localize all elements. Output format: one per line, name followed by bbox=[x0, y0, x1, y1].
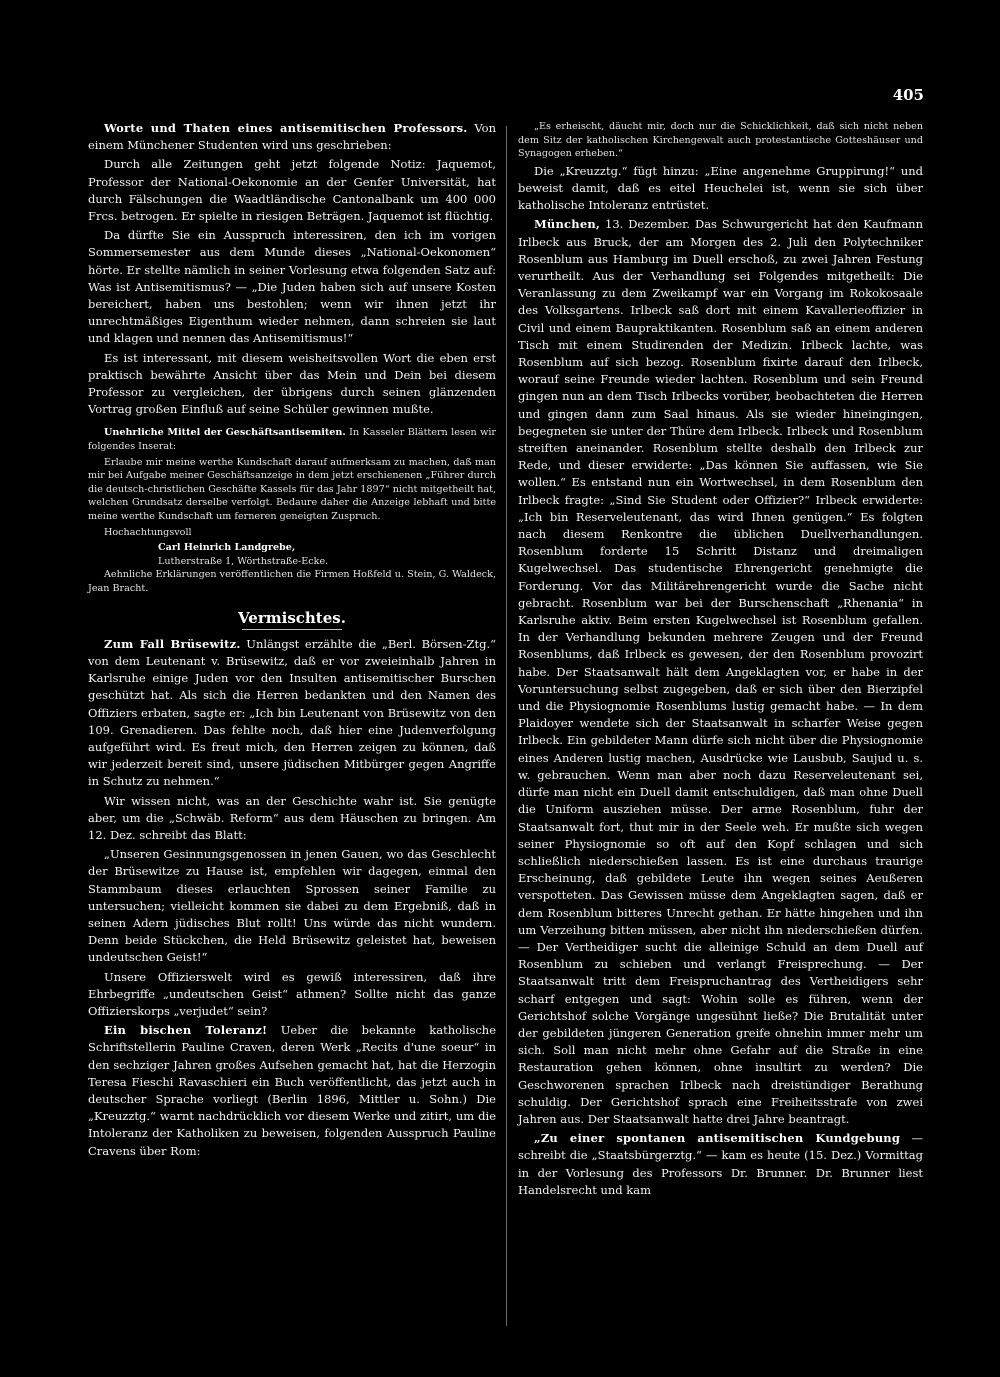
article-unehrliche-mittel bbox=[88, 426, 496, 453]
article-title: Worte und Thaten eines antisemitischen Professors. bbox=[104, 121, 468, 135]
paragraph: Unlängst erzählte die „Berl. Börsen-Ztg.“ von dem Leutenant v. Brüsewitz, daß er vor zweieinhalb Jahren in Karlsruhe einige Juden vor den Insulten antisemitischer Burschen geschützt hat. Als sich die Herren bedankten und den Namen des Offiziers erbaten, sagte er: „Ich bin Leutenant von Brüsewitz von den 109. Grenadieren. Das fehlte noch, daß hier eine Judenverfolgung aufgeführt wird. Es freut mich, den Herren zeigen zu können, daß wir jederzeit bereit sind, unsere jüdischen Mitbürger gegen Angriffe in Schutz zu nehmen.“ bbox=[88, 636, 497, 789]
column-divider bbox=[506, 126, 507, 1326]
paragraph: — schreibt die „Staatsbürgerztg.“ — kam es heute (15. Dez.) Vormittag in der Vorlesung des Professors Dr. Brunner. Dr. Brunner liest Handelsrecht und kam bbox=[518, 1131, 924, 1197]
article-intro: In Kasseler Blättern lesen wir folgendes Inserat: bbox=[88, 427, 496, 453]
paragraph: Wir wissen nicht, was an der Geschichte wahr ist. Sie genügte aber, um die „Schwäb. Reform“ aus dem Häuschen zu bringen. Am 12. Dez. schreibt das Blatt: bbox=[88, 793, 496, 843]
article-date: 13. Dezember. bbox=[605, 217, 691, 232]
paragraph: Die „Kreuzztg.“ fügt hinzu: „Eine angenehme Gruppirung!“ und beweist damit, daß es eitel Heuchelei ist, wenn sie sich über katholische Intoleranz entrüstet. bbox=[518, 163, 923, 213]
article-worte-und-thaten bbox=[88, 120, 496, 154]
advertisement-text: Erlaube mir meine werthe Kundschaft darauf aufmerksam zu machen, daß man mir bei Aufgabe meiner Geschäftsanzeige in dem jetzt erschienenen „Führer durch die deutsch-christlichen Geschäfte Kassels für das Jahr 1897“ nicht mitgetheilt hat, welchen Grundsatz derselbe verfolgt. Bedaure daher die Anzeige lebhaft und bitte meine werthe Kundschaft um ferneren geneigten Zuspruch. bbox=[88, 456, 496, 523]
article-kundgebung bbox=[518, 1130, 923, 1199]
paragraph: Es ist interessant, mit diesem weisheitsvollen Wort die eben erst praktisch bewährte Ansicht über das Mein und Dein bei diesem Professor zu vergleichen, der übrigens durch seinen glänzenden Vortrag großen Einfluß auf seine Schüler gewinnen mußte. bbox=[88, 350, 496, 417]
article-title: München, bbox=[534, 217, 601, 232]
paragraph: Ueber die bekannte katholische Schriftstellerin Pauline Craven, deren Werk „Recits d'une soeur“ in den sechziger Jahren großes Aufsehen gemacht hat, hat die Herzogin Teresa Fieschi Ravaschieri ein Buch veröffentlicht, das jetzt auch in deutscher Sprache vorliegt (Berlin 1896, Mittler u. Sohn.) Die „Kreuzztg.“ warnt nachdrücklich vor diesem Werke und zitirt, um die Intoleranz der Katholiken zu beweisen, folgenden Ausspruch Pauline Cravens über Rom: bbox=[88, 1023, 496, 1158]
signature-address: Lutherstraße 1, Wörthstraße-Ecke. bbox=[158, 555, 329, 567]
note: Aehnliche Erklärungen veröffentlichen die Firmen Hoßfeld u. Stein, G. Waldeck, Jean Bracht. bbox=[88, 569, 496, 594]
page-number: 405 bbox=[892, 86, 924, 104]
quoted-notice: Durch alle Zeitungen geht jetzt folgende Notiz: Jaquemot, Professor der National-Oekonomie an der Genfer Universität, hat durch Fälschungen die Waadtländische Cantonalbank um 400 000 Frcs. betrogen. Er spielte in riesigen Beträgen. Jaquemot ist flüchtig. bbox=[88, 157, 496, 224]
paragraph: Da dürfte Sie ein Ausspruch interessiren, den ich im vorigen Sommersemester aus dem Munde dieses „National-Oekonomen“ hörte. Er stellte nämlich in seiner Vorlesung etwa folgenden Satz auf: Was ist Antisemitismus? — „Die Juden haben sich auf unsere Kosten bereichert, haben uns bestohlen; wenn wir ihnen jetzt ihr unrechtmäßiges Eigenthum wieder nehmen, dann schreien sie laut und klagen und nennen das Antisemitismus!“ bbox=[88, 228, 496, 346]
paragraph: Unsere Offizierswelt wird es gewiß interessiren, daß ihre Ehrbegriffe „undeutschen Geist“ athmen? Sollte nicht das ganze Offizierskorps „verjudet“ sein? bbox=[88, 969, 496, 1019]
article-fall-bruesewitz bbox=[88, 636, 496, 791]
paragraph: Das Schwurgericht hat den Kaufmann Irlbeck aus Bruck, der am Morgen des 2. Juli den Polytechniker Rosenblum aus Hamburg im Duell erschoß, zu zwei Jahren Festung verurtheilt. Aus der Verhandlung sei Folgendes mitgetheilt: Die Veranlassung zu dem Zweikampf war ein Vorgang im Rokokosaale des Volksgartens. Irlbeck saß dort mit einem Kavallerieoffizier in Civil und einem Baupraktikanten. Rosenblum saß an einem anderen Tisch mit einem Studirenden der Medizin. Irlbeck lachte, was Rosenblum auf sich bezog. Rosenblum fixirte darauf den Irlbeck, worauf seine Freunde wieder lachten. Rosenblum und sein Freund gingen nun an dem Tisch Irlbecks vorüber, beobachteten die Herren und gingen dann zum Saal hinaus. Als sie wieder hineingingen, begegneten sie unter der Thüre dem Irlbeck. Irlbeck und Rosenblum streiften aneinander. Rosenblum stellte deshalb den Irlbeck zur Rede, und dieser erwiderte: „Das können Sie auffassen, wie Sie wollen.“ Es entstand nun ein Wortwechsel, in dem Rosenblum den Irlbeck fragte: „Sind Sie Student oder Offizier?“ Irlbeck erwiderte: „Ich bin Reserveleutenant, das wird Ihnen genügen.“ Es folgten nach diesem Renkontre die üblichen Duellverhandlungen. Rosenblum forderte 15 Schritt Distanz und dreimaligen Kugelwechsel. Das studentische Ehrengericht genehmigte die Forderung. Vor das Militärehrengericht wurde die Sache nicht gebracht. Rosenblum war bei der Burschenschaft „Rhenania“ in Karlsruhe aktiv. Beim ersten Kugelwechsel ist Rosenblum gefallen. In der Verhandlung bekunden mehrere Zeugen und der Freund Rosenblums, daß Irlbeck es gewesen, der den Rosenblum provozirt habe. Der Staatsanwalt hält dem Angeklagten vor, er habe in der Voruntersuchung selbst zugegeben, daß er sich über den Bierzipfel und die Physiognomie Rosenblums lustig gemacht habe. — In dem Plaidoyer wendete sich der Staatsanwalt in scharfer Weise gegen Irlbeck. Ein gebildeter Mann dürfe sich nicht über die Physiognomie eines Anderen lustig machen, Ausdrücke wie Lausbub, Saujud u. s. w. gebrauchen. Wenn man aber noch dazu Reserveleutenant sei, dürfe man nicht ein Duell damit entschuldigen, daß man ohne Duell die Uniform ausziehen müsse. Der arme Rosenblum, fuhr der Staatsanwalt fort, thut mir in der Seele weh. Er mußte sich wegen seiner Physiognomie so oft auf den Kopf schlagen und sich schließlich niederschießen lassen. Es ist eine durchaus traurige Erscheinung, daß gebildete Leute ihn wegen seines Aeußeren verspotteten. Das Gewissen müsse dem Angeklagten sagen, daß er dem Rosenblum bitteres Unrecht gethan. Er hätte hingehen und ihn um Verzeihung bitten müssen, aber nicht ihn niederschießen dürfen. — Der Vertheidiger sucht die alleinige Schuld an dem Duell auf Rosenblum zu schieben und verlangt Freisprechung. — Der Staatsanwalt tritt dem Freispruchantrag des Vertheidigers sehr scharf entgegen und sagt: Wohin solle es führen, wenn der Gerichtshof solche Vorgänge ungesühnt ließe? Die Brutalität unter der gebildeten jüngeren Generation greife ohnehin immer mehr um sich. Soll man nicht mehr ohne Gefahr auf die Straße in eine Restauration gehen können, ohne insultirt zu werden? Die Geschworenen sprachen Irlbeck nach dreistündiger Berathung schuldig. Der Gerichtshof sprach eine Freiheitsstrafe von zwei Jahren aus. Der Staatsanwalt hatte drei Jahre beantragt. bbox=[518, 217, 923, 1126]
article-title: Ein bischen Toleranz! bbox=[104, 1023, 268, 1038]
section-heading: Vermischtes. bbox=[238, 608, 346, 627]
right-column bbox=[518, 120, 923, 1201]
section-underline bbox=[242, 629, 342, 630]
article-title: Unehrliche Mittel der Geschäftsantisemiten. bbox=[104, 427, 346, 439]
quoted-passage: „Es erheischt, däucht mir, doch nur die Schicklichkeit, daß sich nicht neben dem Sitz der katholischen Kirchengewalt auch protestantische Gotteshäuser und Synagogen erheben.“ bbox=[518, 121, 923, 160]
left-column bbox=[88, 120, 496, 1162]
article-muenchen bbox=[518, 216, 923, 1128]
article-toleranz bbox=[88, 1022, 496, 1160]
quoted-passage: „Unseren Gesinnungsgenossen in jenen Gauen, wo das Geschlecht der Brüsewitze zu Hause ist, empfehlen wir dagegen, einmal den Stammbaum dieses erlauchten Sprossen seiner Familie zu untersuchen; vielleicht kommen sie dabei zu dem Ergebniß, daß in seinen Adern jüdisches Blut rollt! Uns würde das nicht wundern. Denn beide Stückchen, die Held Brüsewitz geleistet hat, beweisen undeutschen Geist!“ bbox=[88, 847, 496, 965]
article-intro: Von einem Münchener Studenten wird uns geschrieben: bbox=[88, 121, 496, 153]
signature-name: Carl Heinrich Landgrebe, bbox=[158, 542, 296, 554]
article-title: „Zu einer spontanen antisemitischen Kundgebung bbox=[534, 1131, 901, 1146]
article-title: Zum Fall Brüsewitz. bbox=[104, 636, 241, 651]
closing: Hochachtungsvoll bbox=[104, 526, 192, 538]
